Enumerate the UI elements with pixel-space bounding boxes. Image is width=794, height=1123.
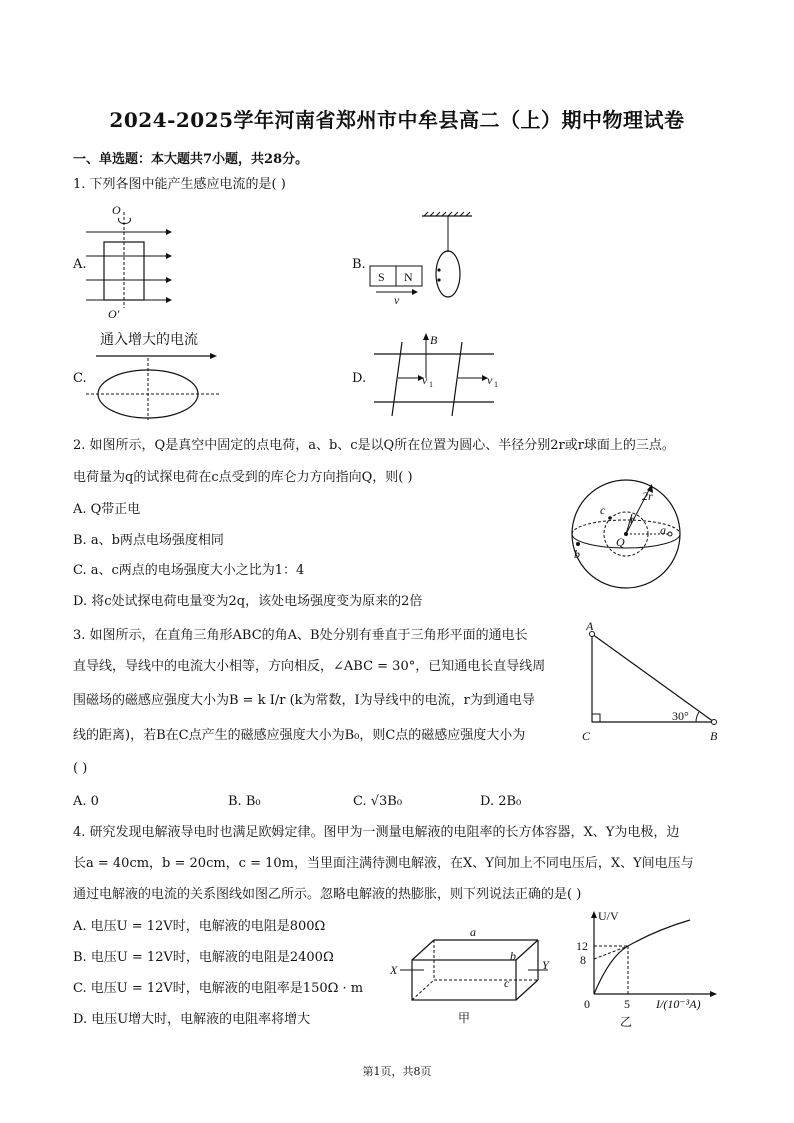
q4-graph-y-label: U/V [598, 909, 619, 923]
q2-line-1: 2. 如图所示，Q是真空中固定的点电荷，a、b、c是以Q所在位置为圆心、半径分别2r或r球面上的三点。 [73, 438, 675, 453]
q2-fig-label-c: c [600, 503, 606, 517]
q1-figure-b [368, 212, 478, 311]
q1-figure-d [370, 330, 520, 429]
section-heading: 一、单选题：本大题共7小题，共28分。 [73, 152, 309, 167]
page-footer: 第1页，共8页 [362, 1065, 432, 1078]
q4-graph-tick-8: 8 [580, 953, 586, 967]
q2-option-d: D. 将c处试探电荷电量变为2q，该处电场强度变为原来的2倍 [73, 594, 423, 609]
fig-a-label-o-prime: O′ [108, 307, 120, 321]
q3-line-5: ( ) [73, 761, 88, 776]
q3-figure-triangle [578, 619, 728, 750]
q4-fig-label-jia: 甲 [458, 1011, 471, 1025]
q2-option-b: B. a、b两点电场强度相同 [73, 533, 224, 548]
q3-fig-label-a: A [586, 619, 594, 633]
q1-figure-c [86, 330, 226, 429]
q1-option-a: A. [73, 257, 87, 272]
q4-graph-origin: 0 [584, 997, 590, 1011]
q4-figure-graph [576, 908, 726, 1037]
q4-option-a: A. 电压U = 12V时，电解液的电阻是800Ω [73, 919, 326, 934]
q3-option-d: D. 2B₀ [480, 794, 522, 809]
q2-figure-sphere [566, 478, 692, 592]
q4-fig-label-c: c [504, 976, 510, 990]
q2-fig-label-b: b [574, 547, 580, 561]
fig-b-label-v: v [394, 293, 400, 307]
fig-d-label-v2: v [487, 373, 493, 387]
q3-line-2: 直导线，导线中的电流大小相等，方向相反，∠ABC = 30°，已知通电长直导线周 [73, 659, 546, 674]
fig-a-label-o: O [112, 203, 121, 217]
q3-line-1: 3. 如图所示，在直角三角形ABC的角A、B处分别有垂直于三角形平面的通电长 [73, 628, 528, 643]
q4-graph-tick-5: 5 [624, 997, 630, 1011]
fig-d-label-b: B [430, 333, 438, 347]
q2-option-a: A. Q带正电 [73, 502, 141, 517]
q3-option-c: C. √3B₀ [353, 794, 403, 809]
q2-fig-label-a: a [660, 523, 666, 537]
q4-line-1: 4. 研究发现电解液导电时也满足欧姆定律。图甲为一测量电解液的电阻率的长方体容器，X、Y为电极，边 [73, 825, 680, 840]
q3-fig-label-angle: 30° [672, 709, 689, 723]
q3-option-a: A. 0 [73, 794, 99, 809]
q1-option-d: D. [352, 371, 367, 386]
fig-d-sub-2: 1 [494, 380, 498, 389]
q3-option-b: B. B₀ [228, 794, 261, 809]
q1-option-b: B. [352, 257, 366, 272]
fig-d-sub-1: 1 [429, 380, 433, 389]
q4-fig-label-y: Y [542, 958, 549, 972]
q1-figure-a [86, 200, 176, 324]
q1-option-c: C. [73, 371, 87, 386]
q4-option-d: D. 电压U增大时，电解液的电阻率将增大 [73, 1012, 311, 1027]
q4-option-b: B. 电压U = 12V时，电解液的电阻是2400Ω [73, 950, 334, 965]
fig-c-caption: 通入增大的电流 [100, 333, 198, 348]
q4-graph-caption-yi: 乙 [620, 1015, 633, 1029]
q4-line-3: 通过电解液的电流的关系图线如图乙所示。忽略电解液的热膨胀，则下列说法正确的是( ) [73, 887, 582, 902]
q2-option-c: C. a、c两点的电场强度大小之比为1：4 [73, 563, 305, 578]
q4-fig-label-a: a [470, 925, 476, 939]
q4-option-c: C. 电压U = 12V时，电解液的电阻率是150Ω · m [73, 981, 364, 996]
q3-fig-label-c: C [582, 729, 591, 743]
fig-b-label-s: S [378, 270, 385, 284]
q4-line-2: 长a = 40cm，b = 20cm，c = 10m，当里面注满待测电解液，在X、Y间加上不同电压后，X、Y间电压与 [73, 856, 694, 871]
fig-d-label-v1: v [422, 373, 428, 387]
q2-line-2: 电荷量为q的试探电荷在c点受到的库仑力方向指向Q，则( ) [73, 470, 413, 485]
q2-fig-label-q: Q [616, 535, 625, 549]
q3-line-3: 围磁场的磁感应强度大小为B = k I/r (k为常数，I为导线中的电流，r为到通电导 [73, 693, 535, 708]
q2-fig-label-r: r [630, 512, 635, 526]
page-title: 2024-2025学年河南省郑州市中牟县高二（上）期中物理试卷 [109, 108, 685, 132]
q4-graph-x-label: I/(10⁻³A) [656, 997, 701, 1011]
q3-fig-label-b: B [710, 729, 718, 743]
q4-figure-box [386, 922, 566, 1031]
q4-fig-label-x: X [390, 963, 398, 977]
fig-b-label-n: N [404, 270, 413, 284]
q2-fig-label-2r: 2r [642, 489, 653, 503]
q1-stem: 1. 下列各图中能产生感应电流的是( ) [73, 177, 286, 192]
q4-fig-label-b: b [510, 949, 516, 963]
q3-line-4: 线的距离)，若B在C点产生的磁感应强度大小为B₀，则C点的磁感应强度大小为 [73, 728, 526, 743]
q4-graph-tick-12: 12 [576, 939, 588, 953]
